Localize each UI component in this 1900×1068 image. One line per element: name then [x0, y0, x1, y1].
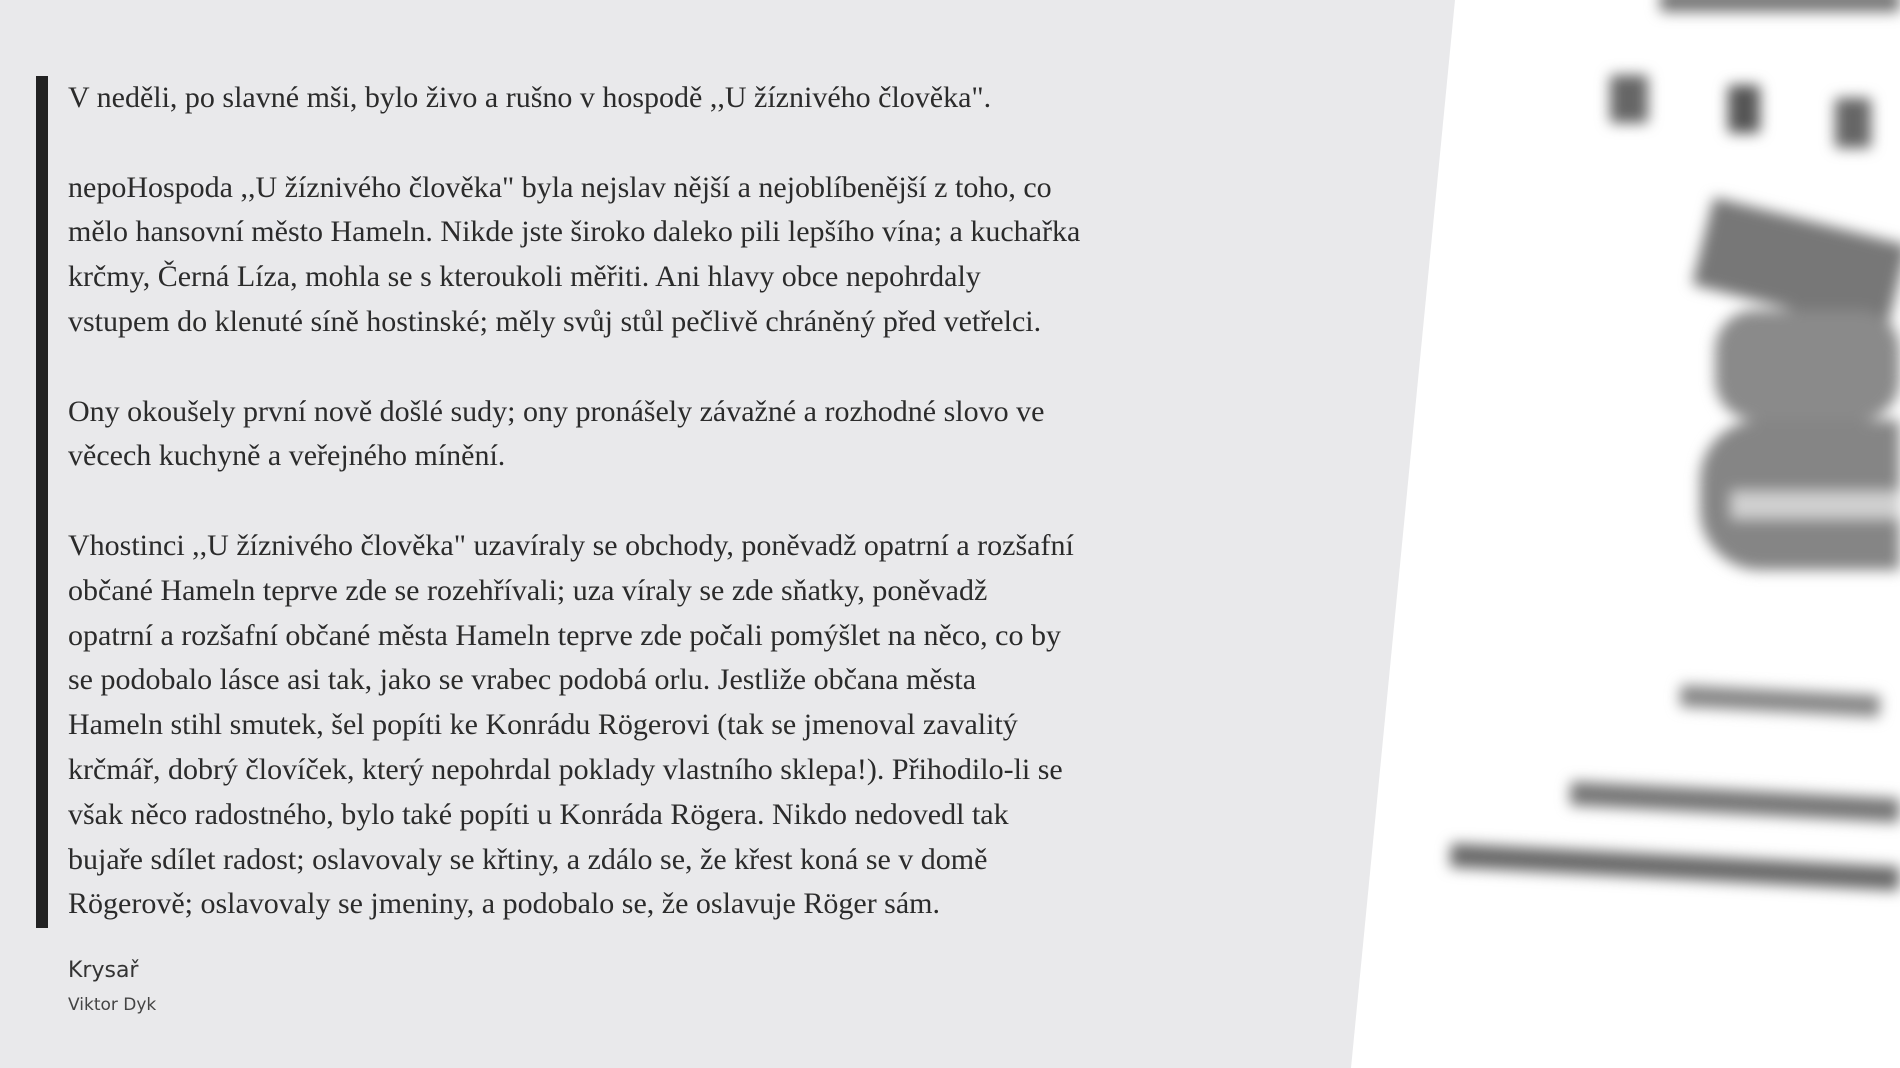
quote-line: opatrní a rozšafní občané města Hameln teprve zde počali pomýšlet na něco, co by	[68, 618, 1061, 652]
quote-line: nepoHospoda ,,U žíznivého člověka" byla nejslav nější a nejoblíbenější z toho, co	[68, 170, 1052, 204]
quote-line: však něco radostného, bylo také popíti u Konráda Rögera. Nikdo nedovedl tak	[68, 797, 1009, 831]
quote-line: se podobalo lásce asi tak, jako se vrabec podobá orlu. Jestliže občana města	[68, 663, 977, 697]
quote-source	[68, 956, 156, 1018]
quote-line: bujaře sdílet radost; oslavovaly se křtiny, a zdálo se, že křest koná se v domě	[68, 842, 988, 876]
quote-line: občané Hameln teprve zde se rozehřívali; uza víraly se zde sňatky, poněvadž	[68, 573, 988, 607]
quote-paragraph	[68, 76, 1288, 121]
quote-line: Vhostinci ,,U žíznivého člověka" uzavíraly se obchody, poněvadž opatrní a rozšafní	[68, 528, 1074, 562]
quote-line: V neděli, po slavné mši, bylo živo a rušno v hospodě ,,U žíznivého člověka".	[68, 81, 992, 114]
quote-text	[68, 76, 1288, 927]
quote-line: mělo hansovní město Hameln. Nikde jste široko daleko pili lepšího vína; a kuchařka	[68, 215, 1081, 249]
quote-line: Rögerově; oslavovaly se jmeniny, a podobalo se, že oslavuje Röger sám.	[68, 887, 941, 921]
quote-line: krčmy, Černá Líza, mohla se s kteroukoli měřiti. Ani hlavy obce nepohrdaly	[68, 260, 981, 294]
quote-line: Ony okoušely první nově došlé sudy; ony pronášely závažné a rozhodné slovo ve	[68, 394, 1045, 428]
quote-line: věcech kuchyně a veřejného mínění.	[68, 439, 506, 473]
quote-line: krčmář, dobrý človíček, který nepohrdal poklady vlastního sklepa!). Přihodilo-li se	[68, 752, 1063, 786]
quote-paragraph	[68, 390, 1288, 480]
quote-line: Hameln stihl smutek, šel popíti ke Konrádu Rögerovi (tak se jmenoval zavalitý	[68, 708, 1018, 742]
book-title: Krysař	[68, 958, 139, 983]
book-author: Viktor Dyk	[68, 995, 157, 1015]
quote-paragraph	[68, 166, 1288, 345]
quote-accent-bar	[36, 76, 48, 928]
quote-line: vstupem do klenuté síně hostinské; měly svůj stůl pečlivě chráněný před vetřelci.	[68, 304, 1042, 338]
quote-paragraph	[68, 524, 1288, 927]
